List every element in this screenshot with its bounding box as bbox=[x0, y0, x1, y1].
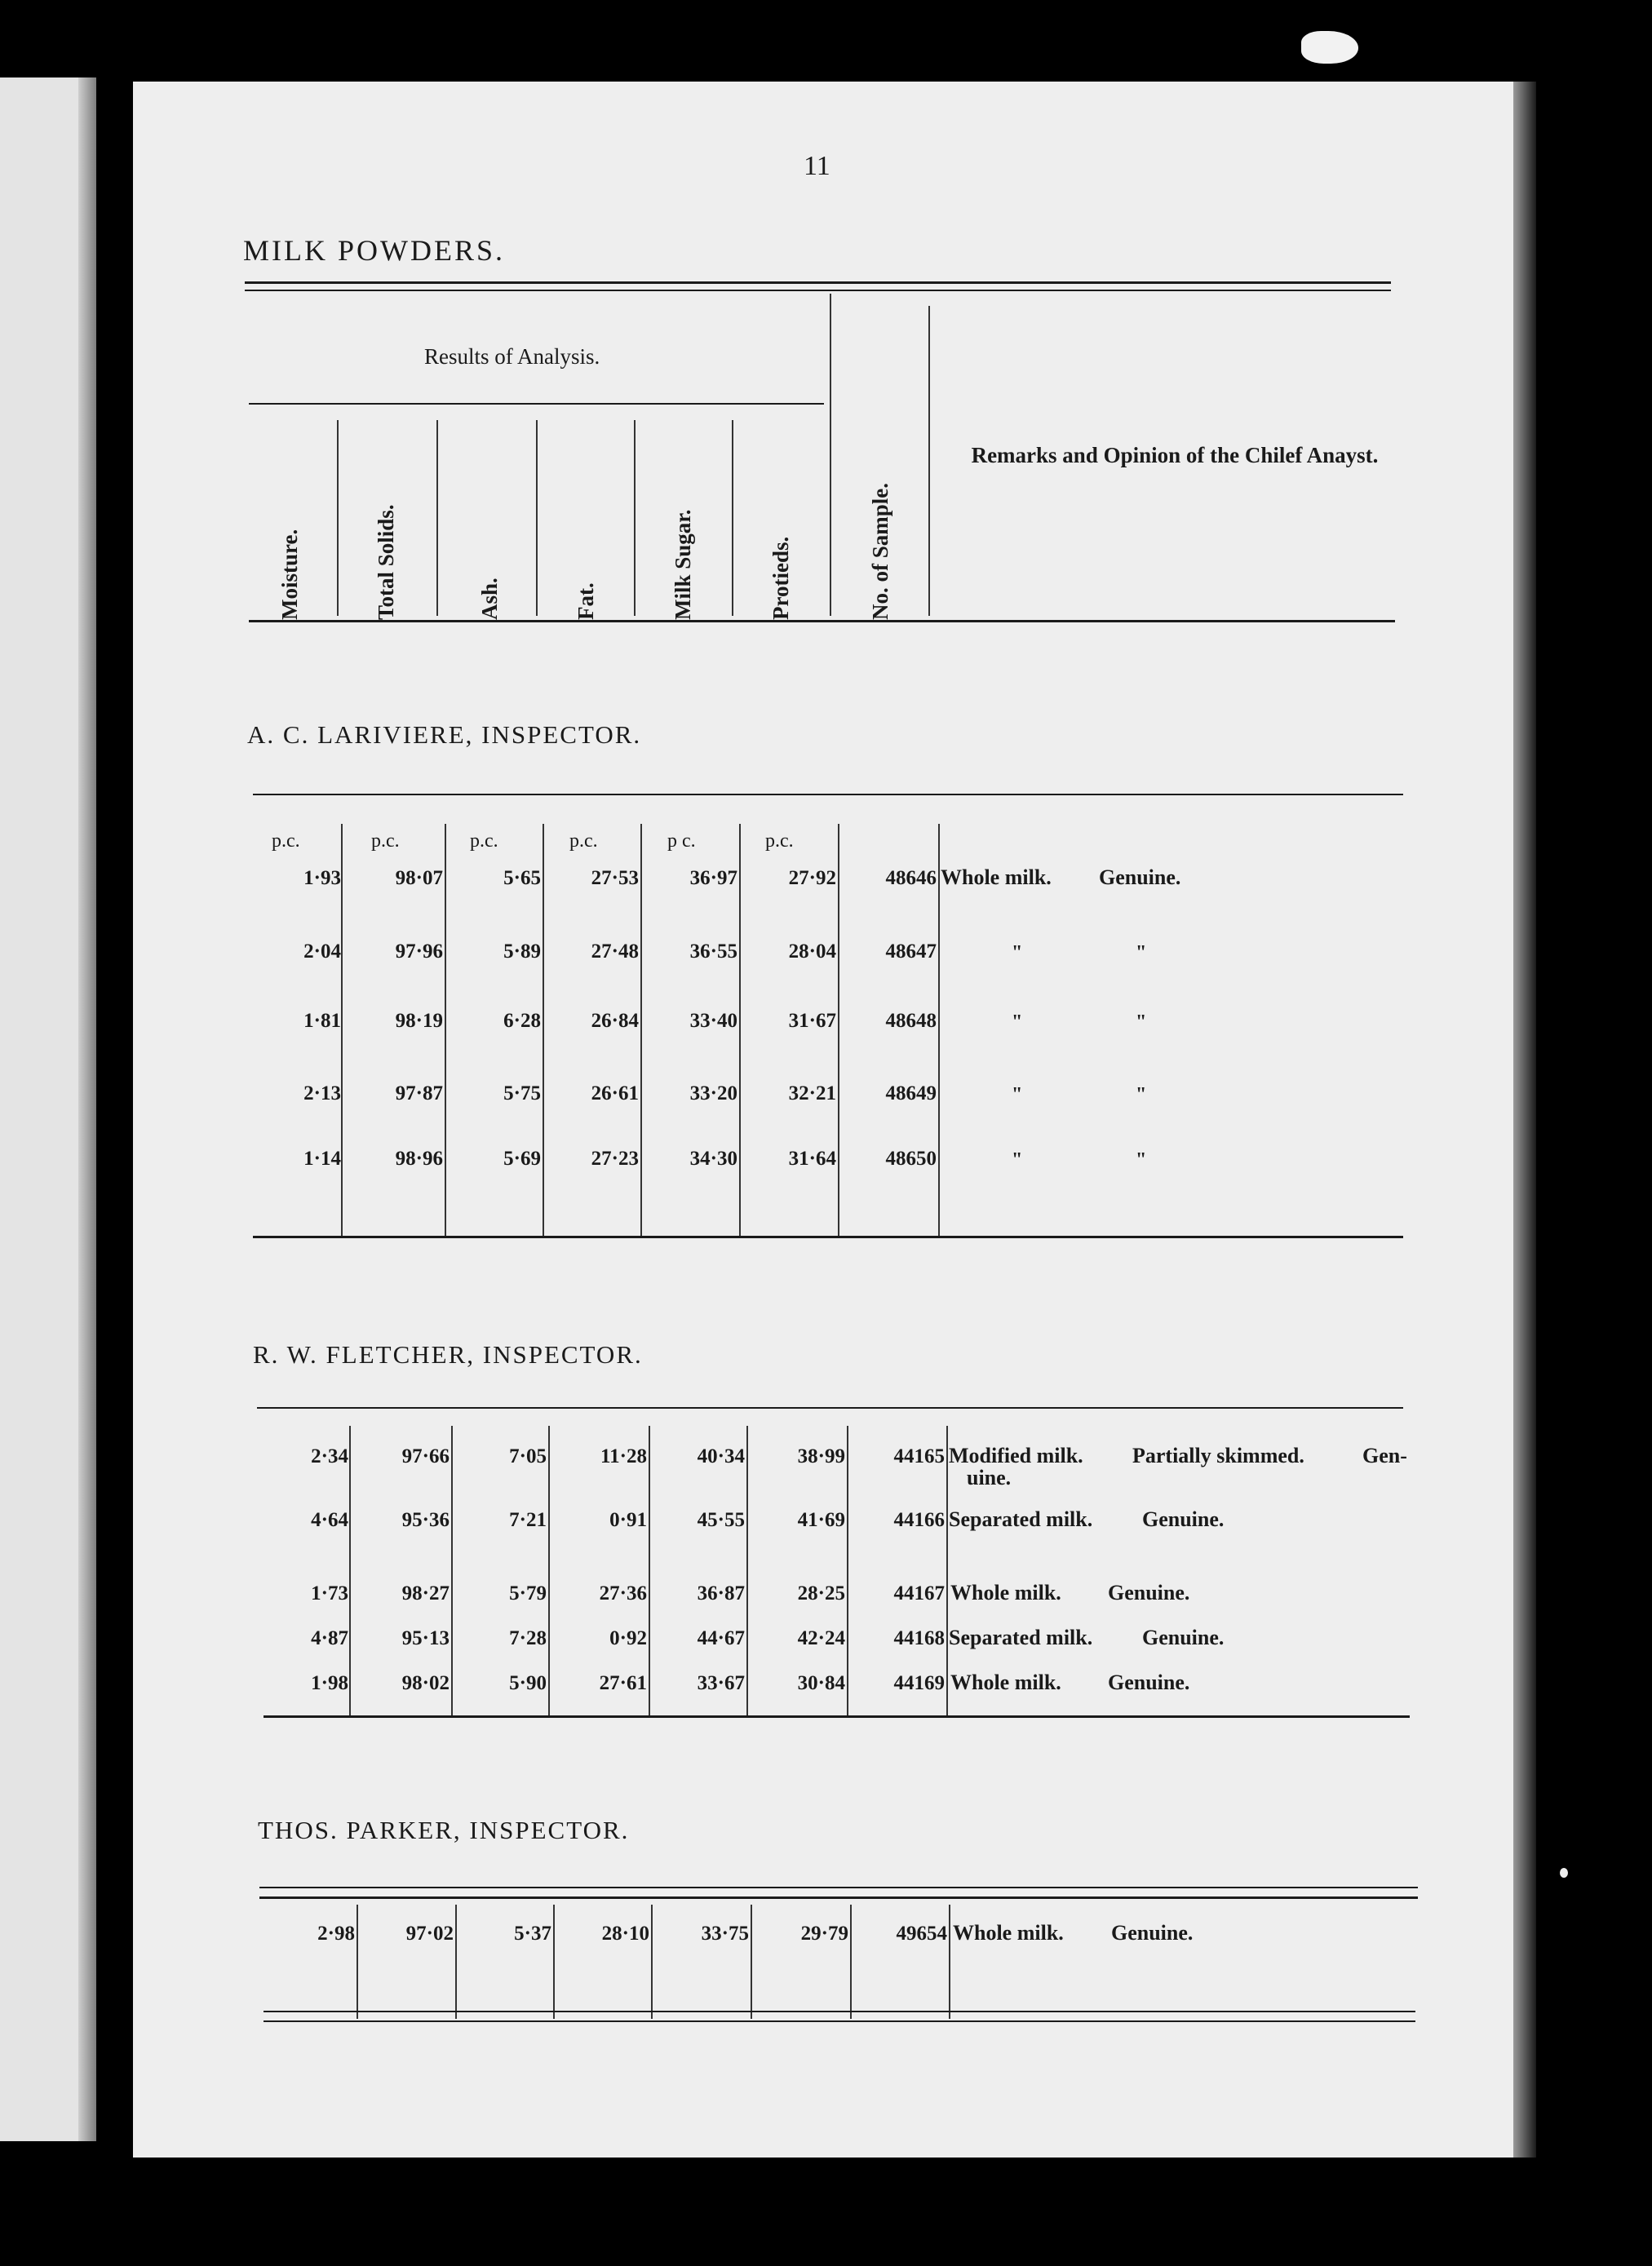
ash-cell: 5·89 bbox=[503, 940, 541, 963]
col-divider bbox=[341, 824, 343, 1236]
moisture-cell: 4·64 bbox=[311, 1509, 348, 1531]
col-divider bbox=[349, 1426, 351, 1715]
total-solids-cell: 98·07 bbox=[395, 867, 443, 889]
ditto-mark: " bbox=[1012, 1084, 1023, 1105]
col-header-moisture: Moisture. bbox=[277, 529, 302, 620]
opinion-text: Genuine. bbox=[1099, 865, 1181, 889]
header-top-rule-2 bbox=[245, 290, 1391, 291]
opinion-text: Genuine. bbox=[1142, 1626, 1225, 1649]
ditto-mark: " bbox=[1012, 1011, 1023, 1033]
remark-text: Whole milk. bbox=[941, 865, 1052, 889]
edge-speck bbox=[1560, 1868, 1568, 1878]
sample-no-cell: 48646 bbox=[885, 867, 937, 889]
milk-sugar-cell: 44·67 bbox=[697, 1627, 745, 1649]
ditto-mark: " bbox=[1012, 942, 1023, 963]
moisture-cell: 1·81 bbox=[303, 1010, 341, 1032]
total-solids-cell: 97·87 bbox=[395, 1082, 443, 1104]
section-bottom-rule-2 bbox=[264, 2020, 1415, 2022]
total-solids-cell: 97·96 bbox=[395, 940, 443, 963]
col-divider bbox=[455, 1905, 457, 2019]
milk-sugar-cell: 33·75 bbox=[701, 1923, 749, 1945]
total-solids-cell: 98·27 bbox=[401, 1582, 450, 1604]
protieds-cell: 28·04 bbox=[788, 940, 836, 963]
ash-cell: 5·65 bbox=[503, 867, 541, 889]
remark-text: Separated milk. bbox=[949, 1507, 1093, 1531]
page-number: 11 bbox=[804, 151, 830, 181]
protieds-cell: 30·84 bbox=[797, 1672, 845, 1694]
fat-cell: 0·91 bbox=[609, 1509, 647, 1531]
inspector-heading: THOS. PARKER, INSPECTOR. bbox=[258, 1816, 630, 1844]
sample-no-cell: 48647 bbox=[885, 940, 937, 963]
col-header-total-solids: Total Solids. bbox=[374, 504, 398, 620]
unit-label: p.c. bbox=[765, 830, 794, 852]
ash-cell: 6·28 bbox=[503, 1010, 541, 1032]
moisture-cell: 4·87 bbox=[311, 1627, 348, 1649]
moisture-cell: 1·73 bbox=[311, 1582, 348, 1604]
header-divider-sample bbox=[830, 294, 831, 616]
ash-cell: 7·21 bbox=[509, 1509, 547, 1531]
protieds-cell: 31·67 bbox=[788, 1010, 836, 1032]
milk-sugar-cell: 33·40 bbox=[689, 1010, 737, 1032]
section-bottom-rule bbox=[253, 1236, 1403, 1238]
col-divider bbox=[938, 824, 940, 1236]
total-solids-cell: 98·19 bbox=[395, 1010, 443, 1032]
header-col-divider bbox=[436, 420, 438, 616]
moisture-cell: 1·98 bbox=[311, 1672, 348, 1694]
moisture-cell: 2·34 bbox=[311, 1445, 348, 1467]
protieds-cell: 38·99 bbox=[797, 1445, 845, 1467]
col-divider bbox=[746, 1426, 748, 1715]
col-divider bbox=[445, 824, 446, 1236]
fat-cell: 11·28 bbox=[600, 1445, 647, 1467]
col-divider bbox=[850, 1905, 852, 2019]
fat-cell: 27·61 bbox=[599, 1672, 647, 1694]
total-solids-cell: 97·66 bbox=[401, 1445, 450, 1467]
milk-sugar-cell: 36·55 bbox=[689, 940, 737, 963]
moisture-cell: 1·14 bbox=[303, 1148, 341, 1170]
fat-cell: 27·36 bbox=[599, 1582, 647, 1604]
unit-label: p.c. bbox=[272, 830, 300, 852]
protieds-cell: 28·25 bbox=[797, 1582, 845, 1604]
protieds-cell: 41·69 bbox=[797, 1509, 845, 1531]
remark-text: Separated milk. bbox=[949, 1626, 1093, 1649]
milk-sugar-cell: 45·55 bbox=[697, 1509, 745, 1531]
sample-no-cell: 48648 bbox=[885, 1010, 937, 1032]
remark-text: Whole milk. bbox=[950, 1581, 1061, 1604]
fat-cell: 27·53 bbox=[591, 867, 639, 889]
total-solids-cell: 98·96 bbox=[395, 1148, 443, 1170]
fat-cell: 26·61 bbox=[591, 1082, 639, 1104]
ditto-mark: " bbox=[1136, 1149, 1147, 1171]
header-top-rule bbox=[245, 281, 1391, 284]
results-of-analysis-label: Results of Analysis. bbox=[424, 344, 600, 369]
opinion-text: Genuine. bbox=[1108, 1671, 1190, 1694]
ditto-mark: " bbox=[1136, 1011, 1147, 1033]
header-divider-remarks bbox=[928, 306, 930, 616]
protieds-cell: 29·79 bbox=[800, 1923, 848, 1945]
col-divider bbox=[548, 1426, 550, 1715]
fat-cell: 27·23 bbox=[591, 1148, 639, 1170]
inspector-heading: A. C. LARIVIERE, INSPECTOR. bbox=[247, 720, 642, 749]
header-col-divider bbox=[732, 420, 733, 616]
moisture-cell: 2·98 bbox=[317, 1923, 355, 1945]
total-solids-cell: 97·02 bbox=[405, 1923, 454, 1945]
col-divider bbox=[651, 1905, 653, 2019]
header-col-divider bbox=[337, 420, 339, 616]
ash-cell: 5·90 bbox=[509, 1672, 547, 1694]
inspector-heading: R. W. FLETCHER, INSPECTOR. bbox=[253, 1340, 643, 1369]
paper-blemish bbox=[1301, 31, 1358, 64]
col-divider bbox=[649, 1426, 650, 1715]
milk-sugar-cell: 33·67 bbox=[697, 1672, 745, 1694]
ash-cell: 5·69 bbox=[503, 1148, 541, 1170]
total-solids-cell: 98·02 bbox=[401, 1672, 450, 1694]
total-solids-cell: 95·36 bbox=[401, 1509, 450, 1531]
moisture-cell: 2·04 bbox=[303, 940, 341, 963]
col-divider bbox=[946, 1426, 948, 1715]
results-underline bbox=[249, 403, 824, 405]
opinion-text: Genuine. bbox=[1142, 1507, 1225, 1531]
sample-no-cell: 49654 bbox=[896, 1923, 947, 1945]
ditto-mark: " bbox=[1136, 1084, 1147, 1105]
protieds-cell: 31·64 bbox=[788, 1148, 836, 1170]
book-spine bbox=[78, 77, 96, 2141]
ash-cell: 7·28 bbox=[509, 1627, 547, 1649]
milk-sugar-cell: 40·34 bbox=[697, 1445, 745, 1467]
col-header-ash: Ash. bbox=[477, 578, 502, 620]
sample-no-cell: 44169 bbox=[893, 1672, 945, 1694]
col-divider bbox=[451, 1426, 453, 1715]
remark-text: Modified milk. bbox=[949, 1444, 1083, 1467]
col-divider bbox=[949, 1905, 950, 2019]
fat-cell: 26·84 bbox=[591, 1010, 639, 1032]
ash-cell: 7·05 bbox=[509, 1445, 547, 1467]
section-bottom-rule bbox=[264, 2011, 1415, 2012]
col-header-fat: Fat. bbox=[574, 582, 598, 620]
header-col-divider bbox=[536, 420, 538, 616]
protieds-cell: 32·21 bbox=[788, 1082, 836, 1104]
header-bottom-rule bbox=[249, 620, 1395, 622]
col-header-sample-no: No. of Sample. bbox=[868, 483, 892, 620]
ash-cell: 5·75 bbox=[503, 1082, 541, 1104]
unit-label: p.c. bbox=[371, 830, 400, 852]
section-bottom-rule bbox=[264, 1715, 1410, 1718]
milk-sugar-cell: 36·97 bbox=[689, 867, 737, 889]
moisture-cell: 2·13 bbox=[303, 1082, 341, 1104]
sample-no-cell: 44168 bbox=[893, 1627, 945, 1649]
remark-text: Whole milk. bbox=[950, 1671, 1061, 1694]
opinion-text-continued: uine. bbox=[967, 1466, 1012, 1489]
section-top-rule-2 bbox=[259, 1887, 1418, 1888]
col-divider bbox=[847, 1426, 848, 1715]
unit-label: p.c. bbox=[569, 830, 598, 852]
milk-sugar-cell: 34·30 bbox=[689, 1148, 737, 1170]
opinion-text: Partially skimmed. bbox=[1132, 1444, 1304, 1467]
fat-cell: 28·10 bbox=[601, 1923, 649, 1945]
col-divider bbox=[553, 1905, 555, 2019]
sample-no-cell: 48649 bbox=[885, 1082, 937, 1104]
opinion-text-hyphenated: Gen- bbox=[1362, 1444, 1407, 1467]
unit-label: p.c. bbox=[470, 830, 498, 852]
section-top-rule bbox=[259, 1896, 1418, 1899]
page-title: MILK POWDERS. bbox=[243, 234, 506, 267]
ditto-mark: " bbox=[1012, 1149, 1023, 1171]
opinion-text: Genuine. bbox=[1111, 1921, 1194, 1945]
col-divider bbox=[543, 824, 544, 1236]
sample-no-cell: 44165 bbox=[893, 1445, 945, 1467]
col-header-remarks: Remarks and Opinion of the Chilef Anayst. bbox=[971, 443, 1379, 467]
sample-no-cell: 48650 bbox=[885, 1148, 937, 1170]
section-top-rule bbox=[253, 794, 1403, 795]
header-col-divider bbox=[634, 420, 636, 616]
fat-cell: 0·92 bbox=[609, 1627, 647, 1649]
ditto-mark: " bbox=[1136, 942, 1147, 963]
col-header-milk-sugar: Milk Sugar. bbox=[671, 509, 695, 620]
opinion-text: Genuine. bbox=[1108, 1581, 1190, 1604]
protieds-cell: 27·92 bbox=[788, 867, 836, 889]
total-solids-cell: 95·13 bbox=[401, 1627, 450, 1649]
moisture-cell: 1·93 bbox=[303, 867, 341, 889]
ash-cell: 5·37 bbox=[514, 1923, 551, 1945]
col-divider bbox=[739, 824, 741, 1236]
sample-no-cell: 44167 bbox=[893, 1582, 945, 1604]
unit-label: p c. bbox=[667, 830, 696, 852]
protieds-cell: 42·24 bbox=[797, 1627, 845, 1649]
remark-text: Whole milk. bbox=[953, 1921, 1064, 1945]
col-divider bbox=[640, 824, 642, 1236]
col-divider bbox=[751, 1905, 752, 2019]
fat-cell: 27·48 bbox=[591, 940, 639, 963]
col-header-protieds: Protieds. bbox=[768, 536, 793, 620]
page-edge-shadow bbox=[1513, 82, 1536, 2158]
sample-no-cell: 44166 bbox=[893, 1509, 945, 1531]
col-divider bbox=[838, 824, 839, 1236]
col-divider bbox=[357, 1905, 358, 2019]
left-page-edge bbox=[0, 77, 96, 2141]
milk-sugar-cell: 36·87 bbox=[697, 1582, 745, 1604]
section-top-rule bbox=[257, 1407, 1403, 1409]
document-page bbox=[133, 82, 1513, 2158]
ash-cell: 5·79 bbox=[509, 1582, 547, 1604]
milk-sugar-cell: 33·20 bbox=[689, 1082, 737, 1104]
